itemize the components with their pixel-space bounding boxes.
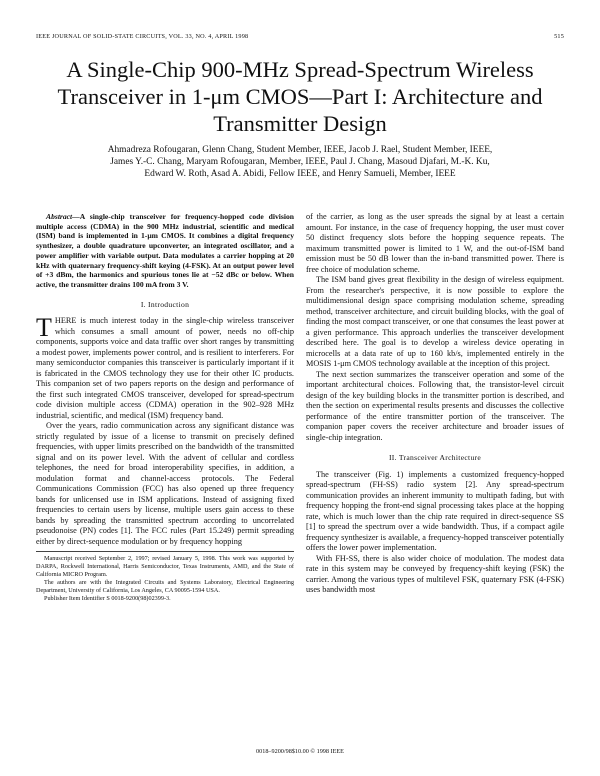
arch-paragraph-2: With FH-SS, there is also wider choice of modulation. The modest data rate in this system may be conveyed by frequency-shift keying (FSK) the carrier. Among the various types of multilevel FSK, quaternary FSK (4-FSK) uses bandwidth most xyxy=(306,553,564,594)
intro-paragraph-1-text: HERE is much interest today in the single-chip wireless transceiver which consumes a small amount of power, needs no off-chip components, supports voice and data traffic over short ranges by transmitting a modest power, implements power control, and is resilient to interferers. For many semiconductor companies this transceiver is particularly important if it is fabricated in the CMOS technology they use for their other IC products. This companion set of two papers reports on the design and performance of the first such integrated CMOS transceiver, developed for spread-spectrum code division multiple access (CDMA) operation in the 902–928 MHz industrial, scientific, and medical (ISM) frequency band. xyxy=(36,316,294,420)
author-line: Edward W. Roth, Asad A. Abidi, Fellow IEEE, and Henry Samueli, Member, IEEE xyxy=(144,169,456,179)
running-header xyxy=(36,33,564,40)
left-column xyxy=(36,212,294,603)
arch-paragraph-1: The transceiver (Fig. 1) implements a customized frequency-hopped spread-spectrum (FH-SS) radio system [2]. Any spread-spectrum communication provides an inherent immunity to multipath fading, but with frequency hopping the front-end signal processing takes place at the hopping rate, which is much lower than the chip rate required in direct-sequence SS [1] to spread the spectrum over a wide bandwidth. Thus, if a compact agile frequency synthesizer is available, a frequency-hopped transceiver potentially offers the lower power implementation. xyxy=(306,469,564,552)
footnote-manuscript: Manuscript received September 2, 1997; revised January 5, 1998. This work was supported by DARPA, Rockwell International, Harris Semiconductor, Texas Instruments, AMD, and the State of California MICRO Program. xyxy=(36,555,294,579)
footnote-affiliation: The authors are with the Integrated Circuits and Systems Laboratory, Electrical Engineering Department, University of California, Los Angeles, CA 90095-1594 USA. xyxy=(36,579,294,595)
author-list xyxy=(30,144,570,180)
footnote-identifier: Publisher Item Identifier S 0018-9200(98)02399-3. xyxy=(44,595,171,603)
right-paragraph-1: of the carrier, as long as the user spreads the signal by at least a certain amount. For instance, in the case of frequency hopping, the user must cover 50 distinct frequency slots before the hopping sequence repeats. The maximum transmitted power is limited to 1 W, and the out-of-ISM band emission must be 50 dB lower than the in-band transmitted power. There is free choice of modulation scheme. xyxy=(306,212,564,274)
journal-name: IEEE JOURNAL OF SOLID-STATE CIRCUITS, VOL. 33, NO. 4, APRIL 1998 xyxy=(36,33,249,40)
footnote xyxy=(36,551,294,603)
section-heading-introduction: I. Introduction xyxy=(140,299,190,309)
author-line: Ahmadreza Rofougaran, Glenn Chang, Student Member, IEEE, Jacob J. Rael, Student Member, IEEE, xyxy=(107,145,493,155)
intro-paragraph-1 xyxy=(36,313,294,421)
intro-paragraph-2: Over the years, radio communication across any significant distance was strictly regulated by issue of a license to transmit on precisely defined frequencies, with upper limits prescribed on the bandwidth of the transmitted signal and on its power level. With the advent of cellular and cordless telephones, the need for broad interoperability specifies, in addition, a modulation format and channel-access protocols. The Federal Communications Commission (FCC) has also opened up three frequency bands for unlicensed use in ISM applications. Instead of assigning fixed frequencies to certain users by license, multiple users gain access to these bands by spreading the transmitted spectrum according to uncorrelated pseudonoise (PN) codes [1]. The FCC rules (Part 15.249) permit spreading either by direct-sequence modulation or by frequency hopping xyxy=(36,421,294,546)
drop-cap: T xyxy=(36,313,52,343)
right-column xyxy=(306,212,564,596)
paper-title: A Single-Chip 900-MHz Spread-Spectrum Wireless Transceiver in 1-μm CMOS—Part I: Architecture and Transmitter Design xyxy=(57,57,543,136)
right-paragraph-2: The ISM band gives great flexibility in the design of wireless equipment. From the researcher's perspective, it is now possible to explore the multidimensional design space comprising modulation scheme, spreading method, transceiver architecture, and circuit building blocks, with the goal of finding the most compact transceiver, or one that consumes the least power at a given performance. This approach underlies the transceiver development described here. The goal is to develop a wireless device operating in microcells at a data rate of up to 160 kb/s, implemented entirely in the MOSIS 1-μm CMOS technology available at the inception of this project. xyxy=(306,275,564,368)
section-heading-architecture: II. Transceiver Architecture xyxy=(388,453,482,462)
abstract xyxy=(36,212,294,290)
abstract-text: A single-chip transceiver for frequency-hopped code division multiple access (CDMA) in the 900 MHz industrial, scientific and medical (ISM) band is implemented in 1-μm CMOS. It combines a digital frequency synthesizer, a double quadrature upconverter, an integrated oscillator, and a power amplifier with variable output. Data modulates a carrier hopping at 20 kHz with quaternary frequency-shift keying (4-FSK). At an output power level of +3 dBm, the harmonics and spurious tones lie at −52 dBc or below. When active, the transmitter drains 100 mA from 3 V. xyxy=(36,212,294,289)
abstract-label: Abstract— xyxy=(46,212,80,221)
right-paragraph-3: The next section summarizes the transceiver operation and some of the important architectural choices. Following that, the transistor-level circuit design of the key building blocks in the transmitter portion is described, and then the section on experimental results presents and discusses the collective performance of the entire transmitter portion of the transceiver. The companion paper covers the receiver architecture and broader issues of single-chip integration. xyxy=(306,369,564,442)
page-number: 515 xyxy=(554,33,564,40)
author-line: James Y.-C. Chang, Maryam Rofougaran, Member, IEEE, Paul J. Chang, Masoud Djafari, M.-K. Ku, xyxy=(110,157,490,167)
copyright-line: 0018–9200/98$10.00 © 1998 IEEE xyxy=(256,748,344,755)
